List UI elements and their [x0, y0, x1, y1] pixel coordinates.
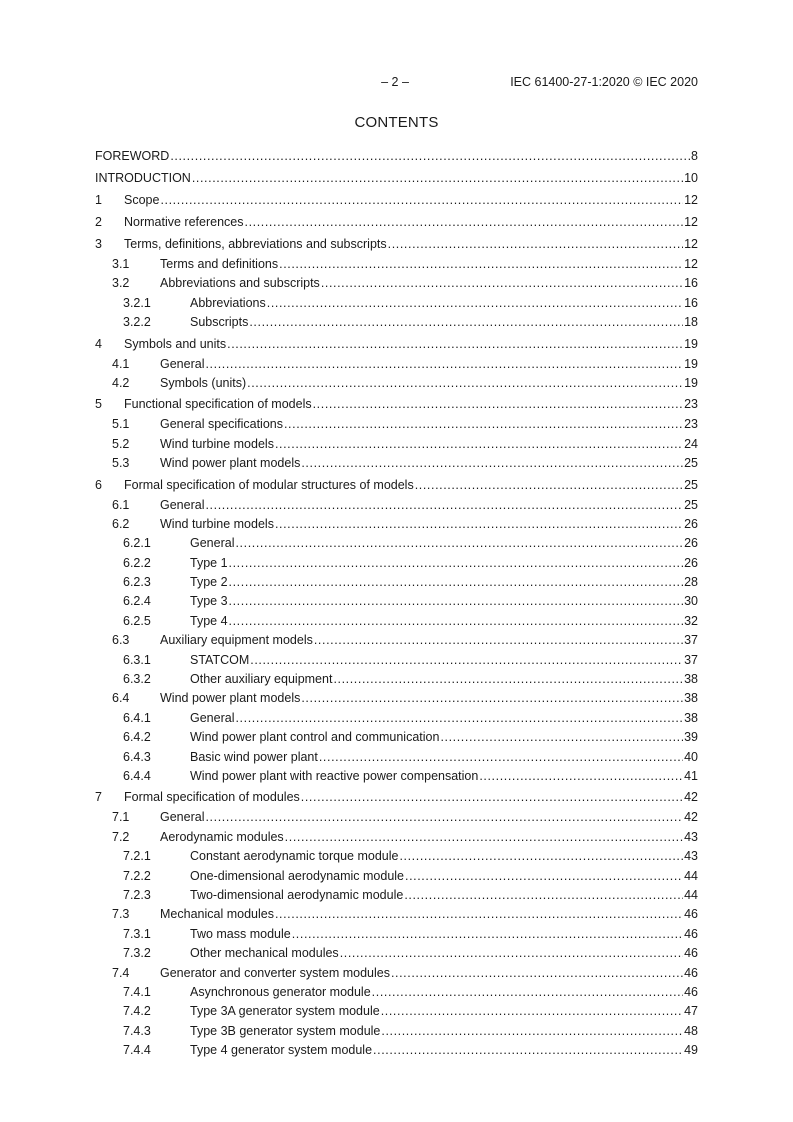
toc-entry-page: 16 [684, 276, 698, 291]
toc-entry[interactable] [95, 1041, 698, 1060]
toc-entry[interactable] [95, 167, 698, 189]
dot-leader [381, 1002, 683, 1021]
toc-entry-page: 43 [684, 849, 698, 864]
toc-entry-page: 10 [684, 171, 698, 185]
toc-entry-number: 6.2.2 [123, 555, 151, 570]
toc-entry-title: Type 4 generator system module [190, 1043, 373, 1058]
toc-entry-page: 19 [684, 375, 698, 390]
toc-entry-page: 16 [684, 295, 698, 310]
toc-entry-number: 4 [95, 336, 102, 351]
dot-leader [229, 612, 684, 631]
toc-entry[interactable] [95, 631, 698, 650]
dot-leader [321, 274, 683, 293]
toc-entry[interactable] [95, 592, 698, 611]
toc-entry[interactable] [95, 847, 698, 866]
toc-entry-title: One-dimensional aerodynamic module [190, 868, 405, 883]
toc-entry-title: Type 2 [190, 575, 228, 590]
dot-leader [301, 689, 683, 708]
toc-entry-title: Auxiliary equipment models [160, 633, 313, 648]
toc-entry-number: 4.2 [112, 375, 130, 390]
toc-entry-title: General [160, 497, 205, 512]
toc-entry-number: 6.2.4 [123, 594, 151, 609]
toc-entry-title: Subscripts [190, 315, 249, 330]
dot-leader [235, 534, 683, 553]
toc-entry[interactable] [95, 435, 698, 454]
toc-entry-number: 6.2.1 [123, 536, 151, 551]
toc-entry-number: 6.4.4 [123, 768, 151, 783]
toc-entry[interactable] [95, 534, 698, 553]
toc-entry[interactable] [95, 944, 698, 963]
toc-entry[interactable] [95, 333, 698, 355]
toc-entry-title: Scope [124, 193, 160, 207]
dot-leader [229, 592, 684, 611]
toc-entry-number: 2 [95, 215, 102, 229]
toc-entry[interactable] [95, 728, 698, 747]
dot-leader [313, 393, 683, 415]
toc-entry-title: Functional specification of models [124, 397, 312, 412]
toc-entry-page: 42 [684, 810, 698, 825]
toc-entry-page: 44 [684, 868, 698, 883]
toc-entry-page: 25 [684, 477, 698, 492]
dot-leader [333, 670, 683, 689]
toc-entry-number: 5 [95, 397, 102, 412]
toc-entry[interactable] [95, 211, 698, 233]
toc-entry[interactable] [95, 496, 698, 515]
toc-entry-title: Symbols and units [124, 336, 227, 351]
toc-entry-number: 3.2 [112, 276, 130, 291]
toc-entry-title: Type 3 [190, 594, 228, 609]
toc-entry-number: 6.2.5 [123, 613, 151, 628]
toc-entry-page: 18 [684, 315, 698, 330]
toc-entry-number: 4.1 [112, 356, 130, 371]
toc-entry-page: 26 [684, 516, 698, 531]
toc-entry-title: Mechanical modules [160, 907, 274, 922]
toc-entry-title: Other mechanical modules [190, 946, 339, 961]
toc-entry-page: 38 [684, 691, 698, 706]
toc-entry[interactable] [95, 189, 698, 211]
toc-entry[interactable] [95, 709, 698, 728]
toc-entry-page: 26 [684, 555, 698, 570]
dot-leader [399, 847, 683, 866]
toc-entry-title: Asynchronous generator module [190, 984, 371, 999]
dot-leader [372, 983, 683, 1002]
dot-leader [205, 808, 683, 827]
dot-leader [404, 886, 683, 905]
toc-entry[interactable] [95, 145, 698, 167]
toc-entry-page: 12 [684, 193, 698, 207]
toc-entry-title: Terms and definitions [160, 257, 279, 271]
toc-entry-title: Formal specification of modules [124, 790, 300, 805]
toc-entry-title: Type 3A generator system module [190, 1004, 380, 1019]
toc-entry-number: 6.4.3 [123, 749, 151, 764]
toc-entry-title: Wind power plant models [160, 456, 301, 471]
toc-entry-number: 6.3.1 [123, 652, 151, 667]
toc-entry[interactable] [95, 651, 698, 670]
dot-leader [275, 435, 683, 454]
toc-entry-title: STATCOM [190, 652, 250, 667]
toc-entry-page: 23 [684, 417, 698, 432]
toc-entry-number: 7.3.1 [123, 926, 151, 941]
toc-entry-page: 37 [684, 633, 698, 648]
toc-entry-page: 12 [684, 237, 698, 251]
page-title: CONTENTS [354, 114, 439, 131]
toc-entry-title: Aerodynamic modules [160, 829, 284, 844]
toc-entry[interactable] [95, 474, 698, 496]
toc-entry-page: 43 [684, 829, 698, 844]
toc-entry-page: 46 [684, 946, 698, 961]
toc-entry-title: Two-dimensional aerodynamic module [190, 887, 404, 902]
dot-leader [247, 374, 683, 393]
dot-leader [275, 515, 683, 534]
dot-leader [405, 867, 683, 886]
dot-leader [205, 496, 683, 515]
dot-leader [160, 189, 683, 211]
toc-entry-number: 3.2.1 [123, 295, 151, 310]
toc-entry-title: Abbreviations [190, 295, 266, 310]
toc-entry-number: 1 [95, 193, 102, 207]
dot-leader [227, 333, 683, 355]
toc-entry-page: 44 [684, 887, 698, 902]
page-header [0, 75, 793, 91]
toc-entry-page: 19 [684, 356, 698, 371]
toc-entry[interactable] [95, 374, 698, 393]
dot-leader [301, 454, 683, 473]
toc-entry[interactable] [95, 313, 698, 332]
dot-leader [284, 415, 683, 434]
toc-entry[interactable] [95, 748, 698, 767]
toc-entry-number: 7.1 [112, 810, 130, 825]
toc-entry-number: 7.2.3 [123, 887, 151, 902]
dot-leader [250, 651, 683, 670]
toc-entry[interactable] [95, 612, 698, 631]
toc-entry-page: 47 [684, 1004, 698, 1019]
toc-entry-page: 8 [691, 149, 698, 163]
toc-entry-title: Wind power plant models [160, 691, 301, 706]
dot-leader [285, 828, 683, 847]
dot-leader [170, 145, 690, 167]
toc-entry-title: Type 4 [190, 613, 228, 628]
toc-entry-page: 46 [684, 984, 698, 999]
toc-entry[interactable] [95, 355, 698, 374]
toc-entry-title: Type 3B generator system module [190, 1023, 381, 1038]
toc-entry-number: 7 [95, 790, 102, 805]
toc-entry-page: 30 [684, 594, 698, 609]
toc-entry[interactable] [95, 828, 698, 847]
toc-entry[interactable] [95, 515, 698, 534]
toc-entry[interactable] [95, 670, 698, 689]
toc-entry-number: 6.3 [112, 633, 130, 648]
toc-entry-page: 25 [684, 497, 698, 512]
toc-entry-title: Generator and converter system modules [160, 965, 390, 980]
dot-leader [192, 167, 683, 189]
toc-entry-page: 32 [684, 613, 698, 628]
toc-entry[interactable] [95, 573, 698, 592]
toc-entry-number: 6.2 [112, 516, 130, 531]
toc-entry-page: 41 [684, 768, 698, 783]
toc-entry-number: 7.2.1 [123, 849, 151, 864]
toc-entry[interactable] [95, 1002, 698, 1021]
toc-entry-title: Symbols (units) [160, 375, 247, 390]
toc-entry-number: 7.2 [112, 829, 130, 844]
dot-leader [292, 925, 683, 944]
toc-entry-page: 42 [684, 790, 698, 805]
toc-entry-title: INTRODUCTION [95, 171, 191, 185]
dot-leader [319, 748, 683, 767]
dot-leader [391, 964, 683, 983]
toc-entry-number: 7.4.3 [123, 1023, 151, 1038]
toc-entry-title: Wind power plant with reactive power compensation [190, 768, 479, 783]
toc-entry-page: 38 [684, 710, 698, 725]
dot-leader [279, 255, 683, 274]
toc-entry[interactable] [95, 554, 698, 573]
toc-entry-title: General [160, 356, 205, 371]
dot-leader [267, 294, 683, 313]
toc-entry[interactable] [95, 393, 698, 415]
toc-entry-title: General [160, 810, 205, 825]
toc-entry-title: Wind turbine models [160, 436, 274, 451]
toc-entry-page: 19 [684, 336, 698, 351]
toc-entry-title: General specifications [160, 417, 283, 432]
toc-entry-title: General [190, 710, 235, 725]
toc-entry-number: 6.3.2 [123, 672, 151, 687]
dot-leader [249, 313, 683, 332]
toc-entry-page: 46 [684, 965, 698, 980]
toc-entry-title: Two mass module [190, 926, 291, 941]
toc-entry-page: 24 [684, 436, 698, 451]
toc-entry-page: 39 [684, 730, 698, 745]
dot-leader [275, 905, 683, 924]
toc-entry[interactable] [95, 233, 698, 255]
toc-entry[interactable] [95, 867, 698, 886]
toc-entry-number: 6.4.2 [123, 730, 151, 745]
dot-leader [314, 631, 683, 650]
toc-entry-number: 5.2 [112, 436, 130, 451]
toc-entry-number: 5.1 [112, 417, 130, 432]
toc-entry-page: 23 [684, 397, 698, 412]
dot-leader [245, 211, 684, 233]
dot-leader [340, 944, 683, 963]
table-of-contents [95, 145, 698, 1060]
toc-entry-title: Wind turbine models [160, 516, 274, 531]
toc-entry[interactable] [95, 925, 698, 944]
toc-entry[interactable] [95, 415, 698, 434]
dot-leader [440, 728, 683, 747]
toc-entry[interactable] [95, 255, 698, 274]
document-id: IEC 61400-27-1:2020 © IEC 2020 [510, 75, 698, 89]
toc-entry-title: Other auxiliary equipment [190, 672, 333, 687]
toc-entry-page: 25 [684, 456, 698, 471]
toc-entry[interactable] [95, 964, 698, 983]
toc-entry-number: 7.2.2 [123, 868, 151, 883]
toc-entry-page: 48 [684, 1023, 698, 1038]
toc-entry-number: 3.1 [112, 257, 130, 271]
dot-leader [415, 474, 683, 496]
toc-entry[interactable] [95, 786, 698, 808]
toc-entry-number: 6.4 [112, 691, 130, 706]
toc-entry-title: Abbreviations and subscripts [160, 276, 320, 291]
toc-entry[interactable] [95, 689, 698, 708]
toc-entry-page: 12 [684, 215, 698, 229]
toc-entry-page: 40 [684, 749, 698, 764]
toc-entry-number: 7.3.2 [123, 946, 151, 961]
toc-entry[interactable] [95, 983, 698, 1002]
toc-entry-title: General [190, 536, 235, 551]
dot-leader [229, 573, 684, 592]
toc-entry[interactable] [95, 905, 698, 924]
toc-entry-title: Terms, definitions, abbreviations and subscripts [124, 237, 387, 251]
dot-leader [205, 355, 683, 374]
toc-entry-number: 7.4.4 [123, 1043, 151, 1058]
toc-entry-title: Formal specification of modular structures of models [124, 477, 414, 492]
toc-entry-number: 7.4.2 [123, 1004, 151, 1019]
dot-leader [479, 767, 683, 786]
toc-entry-title: Type 1 [190, 555, 228, 570]
toc-entry-page: 46 [684, 907, 698, 922]
page-number: – 2 – [381, 75, 409, 89]
toc-entry-title: FOREWORD [95, 149, 170, 163]
toc-entry-page: 37 [684, 652, 698, 667]
dot-leader [373, 1041, 683, 1060]
toc-entry-number: 7.3 [112, 907, 130, 922]
toc-entry-page: 12 [684, 257, 698, 271]
dot-leader [229, 554, 684, 573]
toc-entry[interactable] [95, 808, 698, 827]
dot-leader [235, 709, 683, 728]
toc-entry-title: Wind power plant control and communication [190, 730, 440, 745]
toc-entry-number: 6.1 [112, 497, 130, 512]
toc-entry-page: 26 [684, 536, 698, 551]
toc-entry-number: 6.4.1 [123, 710, 151, 725]
toc-entry[interactable] [95, 886, 698, 905]
toc-entry[interactable] [95, 294, 698, 313]
toc-entry-number: 5.3 [112, 456, 130, 471]
dot-leader [388, 233, 683, 255]
toc-entry[interactable] [95, 767, 698, 786]
dot-leader [301, 786, 683, 808]
toc-entry[interactable] [95, 1022, 698, 1041]
toc-entry-number: 7.4 [112, 965, 130, 980]
toc-entry-number: 7.4.1 [123, 984, 151, 999]
toc-entry-title: Normative references [124, 215, 244, 229]
toc-entry-title: Basic wind power plant [190, 749, 318, 764]
toc-entry-number: 6 [95, 477, 102, 492]
toc-entry-title: Constant aerodynamic torque module [190, 849, 399, 864]
toc-entry-number: 6.2.3 [123, 575, 151, 590]
toc-entry-page: 49 [684, 1043, 698, 1058]
dot-leader [381, 1022, 683, 1041]
toc-entry-page: 46 [684, 926, 698, 941]
toc-entry[interactable] [95, 274, 698, 293]
toc-entry-number: 3 [95, 237, 102, 251]
toc-entry-page: 38 [684, 672, 698, 687]
toc-entry-page: 28 [684, 575, 698, 590]
toc-entry[interactable] [95, 454, 698, 473]
toc-entry-number: 3.2.2 [123, 315, 151, 330]
